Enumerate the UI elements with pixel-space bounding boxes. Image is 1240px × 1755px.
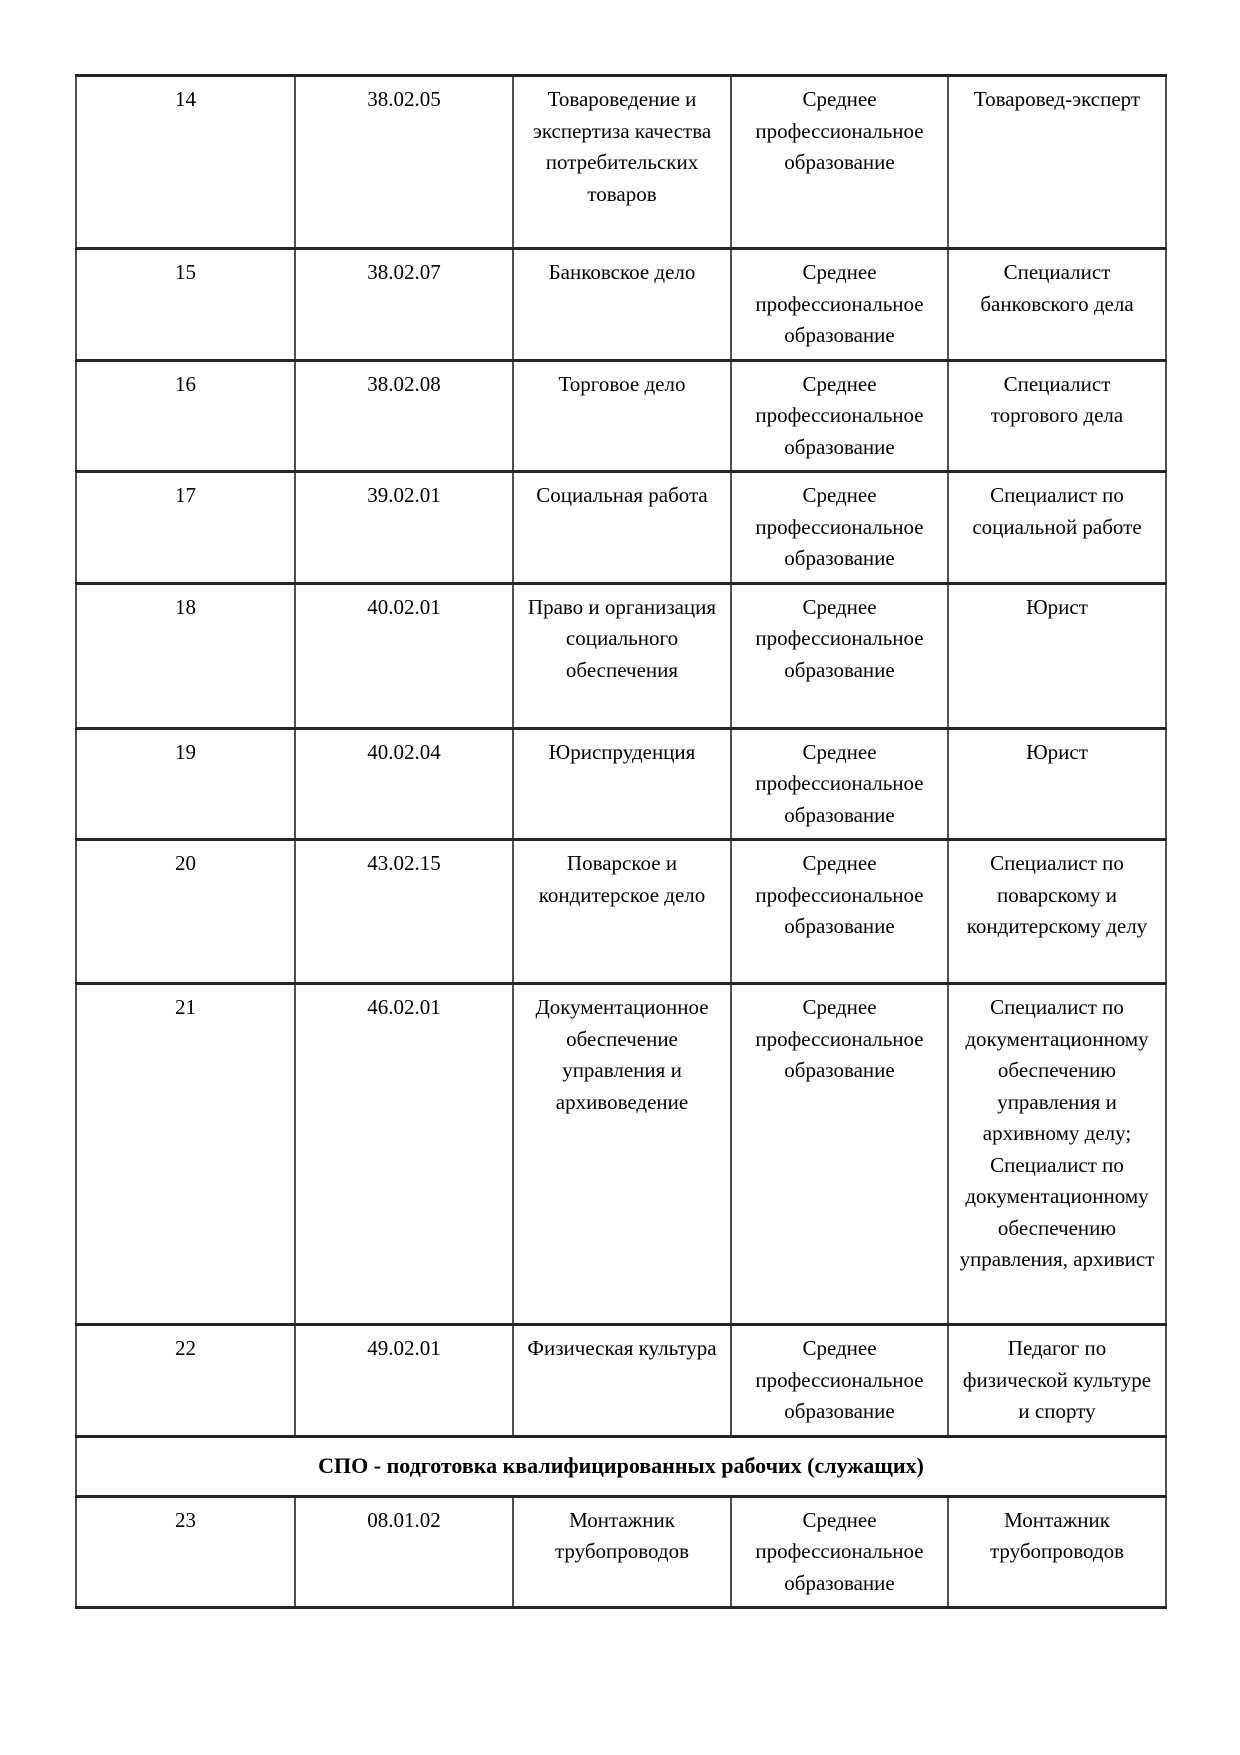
table-row — [76, 583, 1166, 728]
education-level-cell: Среднее профессиональное образование — [731, 360, 948, 472]
specialty-name-cell: Юриспруденция — [513, 728, 731, 840]
table-row — [76, 1496, 1166, 1608]
specialty-code-cell: 08.01.02 — [295, 1496, 513, 1608]
row-number-cell: 17 — [76, 472, 295, 584]
qualification-cell: Монтажник трубопроводов — [948, 1496, 1166, 1608]
table-row — [76, 840, 1166, 984]
specialty-code-cell: 38.02.08 — [295, 360, 513, 472]
specialties-table-body — [76, 76, 1166, 1608]
specialty-code-cell: 46.02.01 — [295, 984, 513, 1325]
specialty-name-cell: Социальная работа — [513, 472, 731, 584]
row-number-cell: 19 — [76, 728, 295, 840]
specialty-code-cell: 38.02.05 — [295, 76, 513, 249]
qualification-cell: Юрист — [948, 728, 1166, 840]
table-row — [76, 249, 1166, 361]
specialty-code-cell: 38.02.07 — [295, 249, 513, 361]
qualification-cell: Товаровед-эксперт — [948, 76, 1166, 249]
row-number-cell: 23 — [76, 1496, 295, 1608]
qualification-cell: Юрист — [948, 583, 1166, 728]
education-level-cell: Среднее профессиональное образование — [731, 76, 948, 249]
specialty-name-cell: Монтажник трубопроводов — [513, 1496, 731, 1608]
education-level-cell: Среднее профессиональное образование — [731, 728, 948, 840]
row-number-cell: 20 — [76, 840, 295, 984]
table-row — [76, 472, 1166, 584]
specialty-name-cell: Поварское и кондитерское дело — [513, 840, 731, 984]
row-number-cell: 18 — [76, 583, 295, 728]
specialty-code-cell: 43.02.15 — [295, 840, 513, 984]
specialty-name-cell: Торговое дело — [513, 360, 731, 472]
specialty-code-cell: 40.02.01 — [295, 583, 513, 728]
specialty-name-cell: Банковское дело — [513, 249, 731, 361]
qualification-cell: Специалист по социальной работе — [948, 472, 1166, 584]
education-level-cell: Среднее профессиональное образование — [731, 984, 948, 1325]
specialty-name-cell: Товароведение и экспертиза качества потребительских товаров — [513, 76, 731, 249]
education-level-cell: Среднее профессиональное образование — [731, 1325, 948, 1437]
row-number-cell: 14 — [76, 76, 295, 249]
row-number-cell: 22 — [76, 1325, 295, 1437]
specialty-code-cell: 40.02.04 — [295, 728, 513, 840]
row-number-cell: 21 — [76, 984, 295, 1325]
specialty-name-cell: Право и организация социального обеспечения — [513, 583, 731, 728]
qualification-cell: Специалист по документационному обеспечению управления и архивному делу; Специалист по документационному обеспечению управления, архивист — [948, 984, 1166, 1325]
specialty-name-cell: Физическая культура — [513, 1325, 731, 1437]
specialties-table — [75, 74, 1167, 1609]
education-level-cell: Среднее профессиональное образование — [731, 840, 948, 984]
qualification-cell: Специалист банковского дела — [948, 249, 1166, 361]
table-row — [76, 728, 1166, 840]
qualification-cell: Специалист торгового дела — [948, 360, 1166, 472]
education-level-cell: Среднее профессиональное образование — [731, 1496, 948, 1608]
education-level-cell: Среднее профессиональное образование — [731, 583, 948, 728]
specialty-name-cell: Документационное обеспечение управления и архивоведение — [513, 984, 731, 1325]
specialty-code-cell: 49.02.01 — [295, 1325, 513, 1437]
qualification-cell: Специалист по поварскому и кондитерскому делу — [948, 840, 1166, 984]
section-header-row — [76, 1436, 1166, 1496]
row-number-cell: 16 — [76, 360, 295, 472]
specialty-code-cell: 39.02.01 — [295, 472, 513, 584]
table-row — [76, 1325, 1166, 1437]
qualification-cell: Педагог по физической культуре и спорту — [948, 1325, 1166, 1437]
education-level-cell: Среднее профессиональное образование — [731, 472, 948, 584]
row-number-cell: 15 — [76, 249, 295, 361]
table-row — [76, 360, 1166, 472]
section-header: СПО - подготовка квалифицированных рабочих (служащих) — [76, 1436, 1166, 1496]
education-level-cell: Среднее профессиональное образование — [731, 249, 948, 361]
table-row — [76, 984, 1166, 1325]
table-row — [76, 76, 1166, 249]
